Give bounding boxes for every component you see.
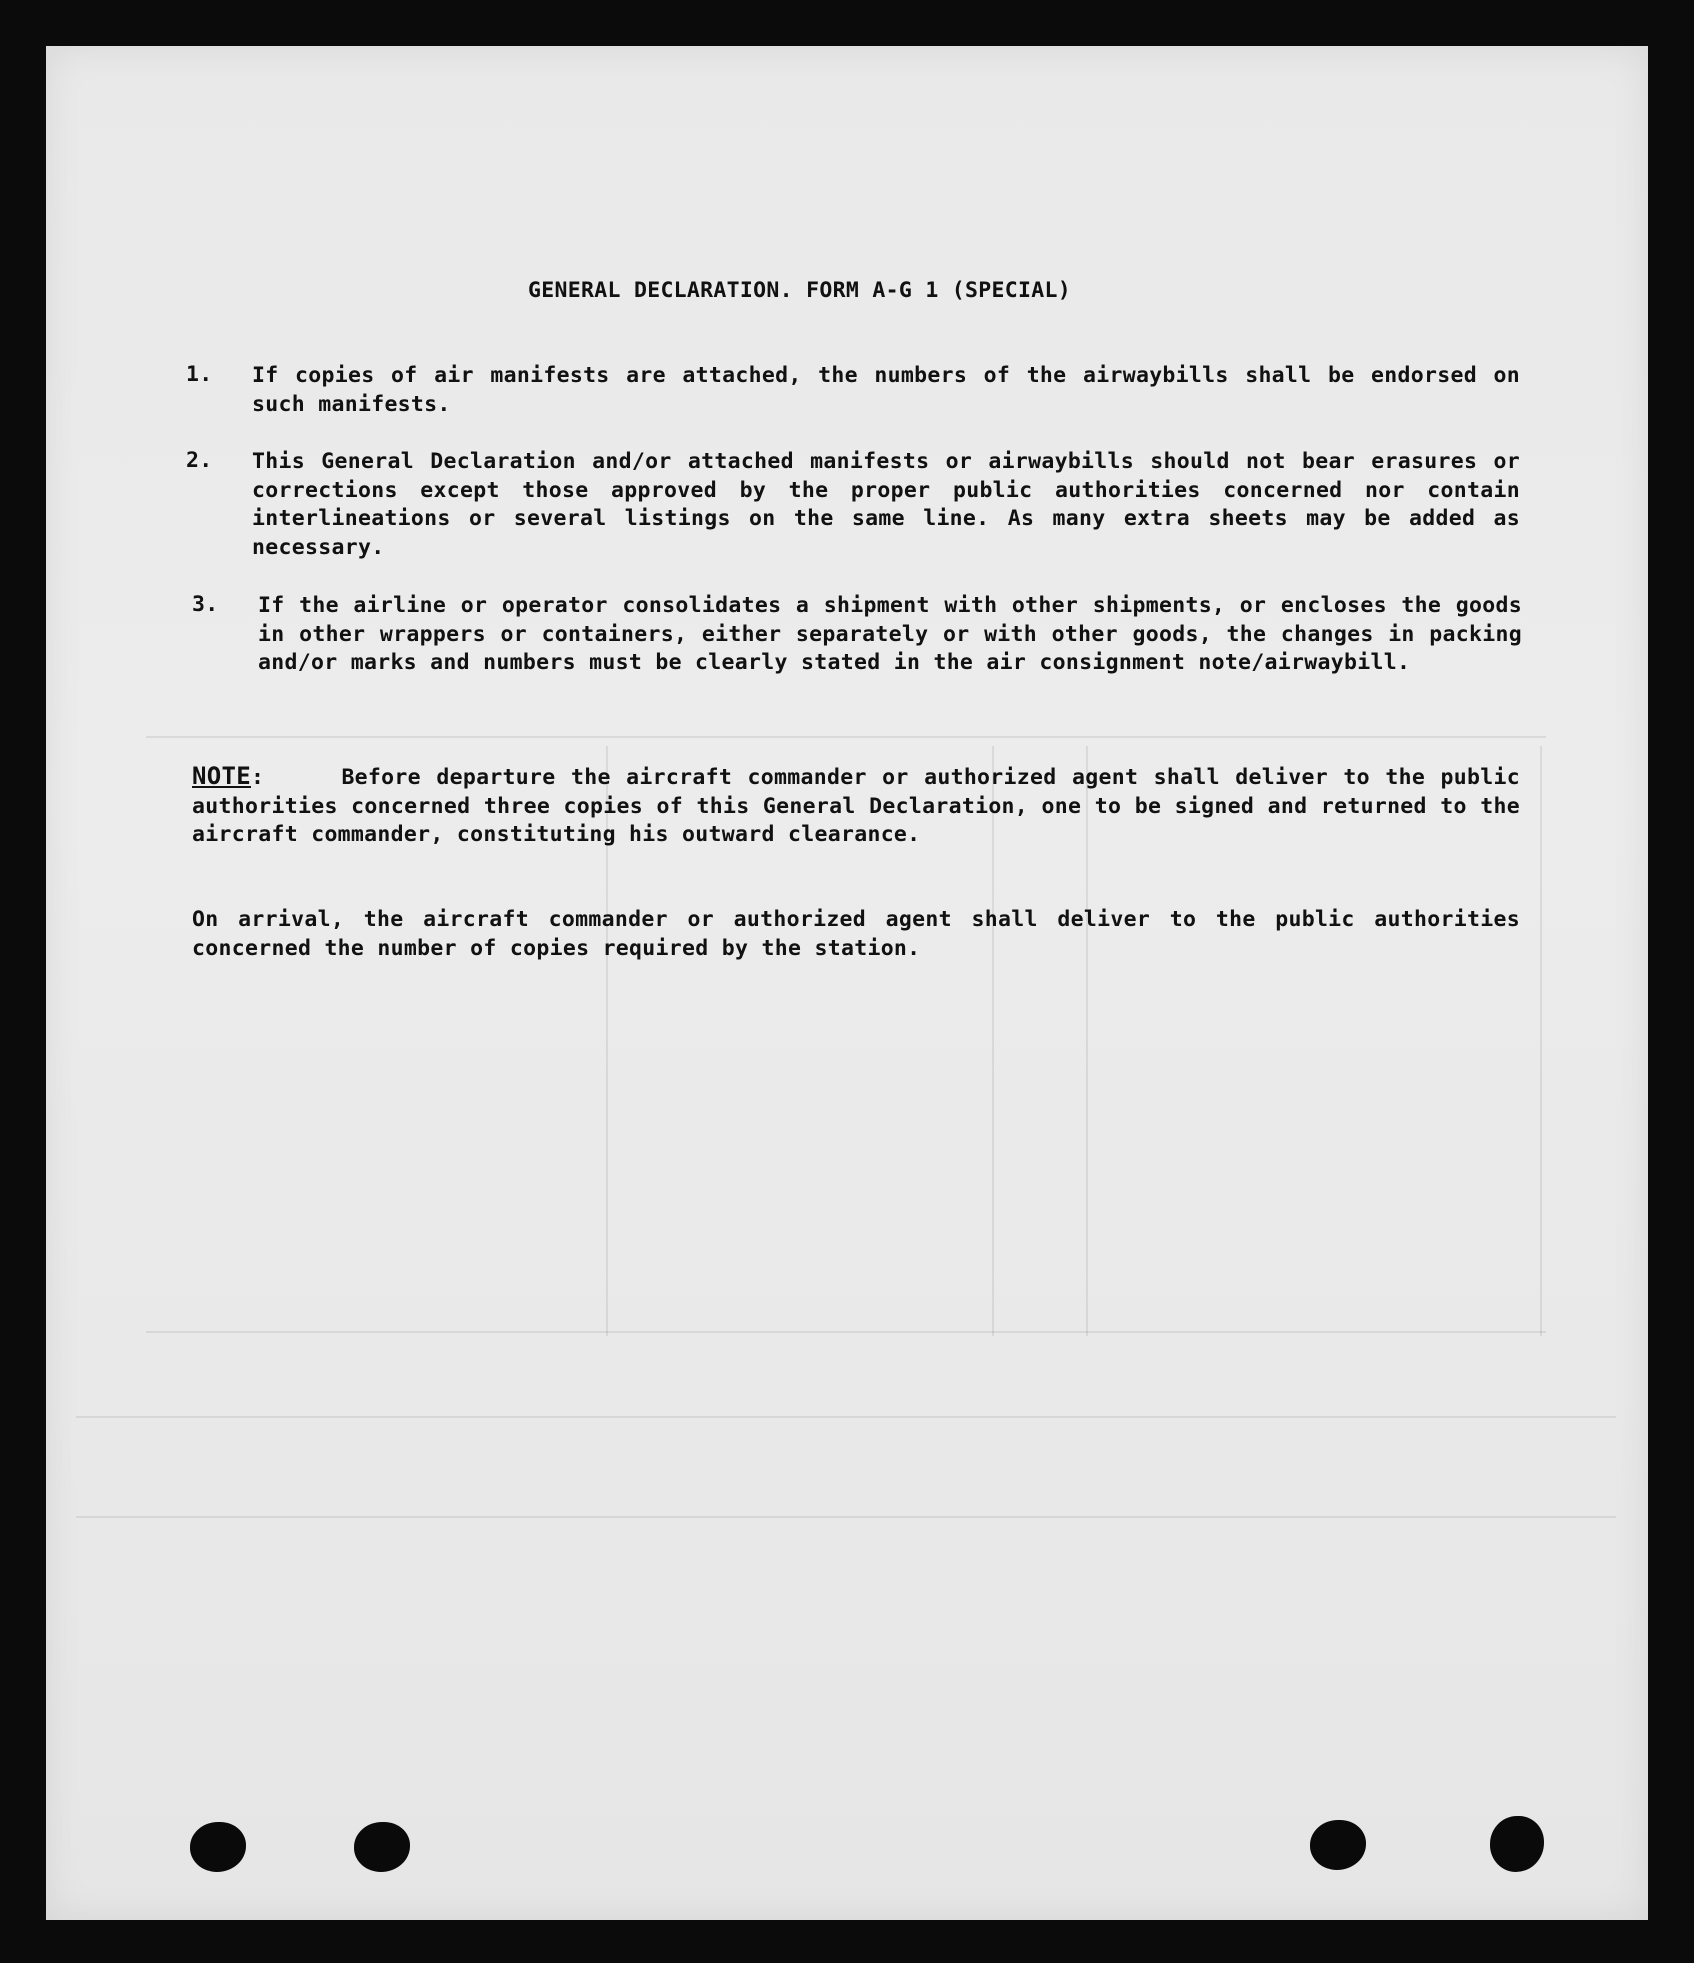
punch-hole [1310, 1820, 1366, 1870]
bleed-through-line [146, 736, 1546, 738]
item-text: If the airline or operator consolidates a shipment with other shipments, or encloses the goods in other wrappers or containers, either separately or with other goods, the changes in packing and/or marks and numbers must be clearly stated in the air consignment note/airwaybill. [258, 593, 1522, 675]
note-text: Before departure the aircraft commander or authorized agent shall deliver to the public authorities concerned three copies of this General Declaration, one to be signed and returned to the aircraft commander, constituting his outward clearance. [192, 765, 1520, 847]
punch-hole [1490, 1816, 1544, 1872]
item-number: 1. [186, 362, 213, 387]
bleed-through-line [76, 1416, 1616, 1418]
document-page [46, 46, 1648, 1920]
document-title: GENERAL DECLARATION. FORM A-G 1 (SPECIAL) [528, 278, 1072, 303]
arrival-paragraph: On arrival, the aircraft commander or authorized agent shall deliver to the public authorities concerned the number of copies required by the station. [192, 907, 1520, 961]
item-number: 3. [192, 592, 219, 617]
note-label: NOTE [192, 762, 251, 790]
punch-hole [190, 1822, 246, 1872]
bleed-through-line [76, 1516, 1616, 1518]
bleed-through-line [1540, 746, 1542, 1336]
item-text: This General Declaration and/or attached manifests or airwaybills should not bear erasures or corrections except those approved by the proper public authorities concerned nor contain interlineations or several listings on the same line. As many extra sheets may be added as necessary. [252, 449, 1520, 560]
item-number: 2. [186, 448, 213, 473]
punch-hole [354, 1822, 410, 1872]
note-colon: : [251, 765, 265, 790]
item-text: If copies of air manifests are attached, the numbers of the airwaybills shall be endorsed on such manifests. [252, 363, 1520, 417]
note-paragraph [192, 762, 1520, 850]
bleed-through-line [146, 1331, 1546, 1333]
